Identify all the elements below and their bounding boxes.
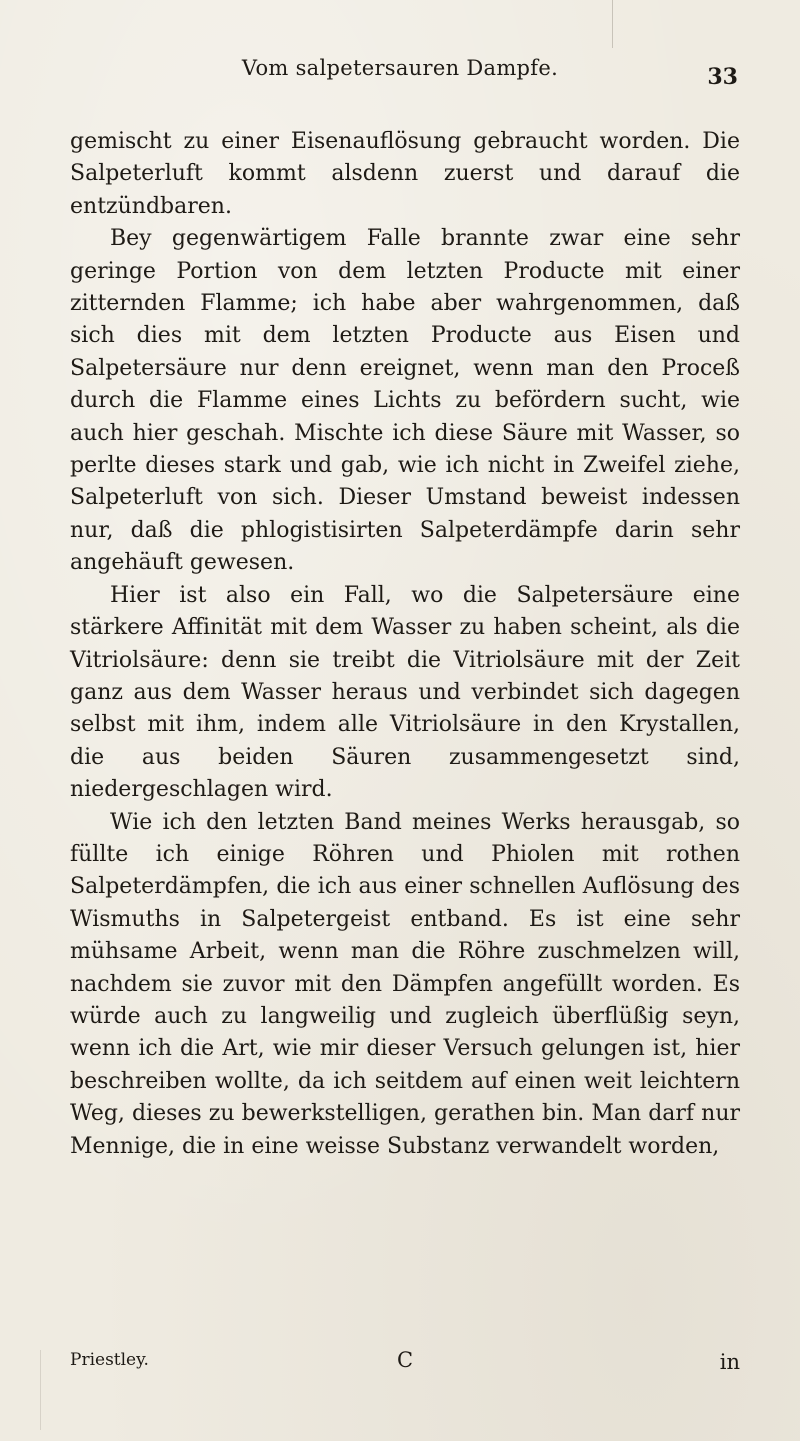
page-number: 33 <box>707 64 738 90</box>
sheet-signature-mark: C <box>396 1348 414 1372</box>
paper-crease <box>40 1350 41 1430</box>
body-text <box>70 126 740 1163</box>
paragraph: gemischt zu einer Eisenauflösung gebraucht worden. Die Salpeterluft kommt alsdenn zuerst und darauf die entzündbaren. <box>70 129 740 219</box>
printer-signature: Priestley. <box>70 1350 149 1370</box>
paper-crease <box>612 0 613 48</box>
paragraph: Wie ich den letzten Band meines Werks herausgab, so füllte ich einige Röhren und Phiolen mit rothen Salpeterdämpfen, die ich aus einer schnellen Auflösung des Wismuths in Salpetergeist entband. Es ist eine sehr mühsame Arbeit, wenn man die Röhre zuschmelzen will, nachdem sie zuvor mit den Dämpfen angefüllt worden. Es würde auch zu langweilig und zugleich überflüßig seyn, wenn ich die Art, wie mir dieser Versuch gelungen ist, hier beschreiben wollte, da ich seitdem auf einen weit leichtern Weg, dieses zu bewerkstelligen, gerathen bin. Man darf nur Mennige, die in eine weisse Substanz verwandelt worden, <box>70 809 740 1159</box>
running-head <box>0 56 800 90</box>
page-footer <box>70 1350 740 1378</box>
catchword: in <box>719 1350 740 1374</box>
running-title: Vom salpetersauren Dampfe. <box>241 56 559 80</box>
paragraph: Bey gegenwärtigem Falle brannte zwar eine sehr geringe Portion von dem letzten Producte mit einer zitternden Flamme; ich habe aber wahrgenommen, daß sich dies mit dem letzten Producte aus Eisen und Salpetersäure nur denn ereignet, wenn man den Proceß durch die Flamme eines Lichts zu befördern sucht, wie auch hier geschah. Mischte ich diese Säure mit Wasser, so perlte dieses stark und gab, wie ich nicht in Zweifel ziehe, Salpeterluft von sich. Dieser Umstand beweist indessen nur, daß die phlogistisirten Salpeterdämpfe darin sehr angehäuft gewesen. <box>70 226 740 576</box>
paragraph: Hier ist also ein Fall, wo die Salpetersäure eine stärkere Affinität mit dem Wasser zu haben scheint, als die Vitriolsäure: denn sie treibt die Vitriolsäure mit der Zeit ganz aus dem Wasser heraus und verbindet sich dagegen selbst mit ihm, indem alle Vitriolsäure in den Krystallen, die aus beiden Säuren zusammengesetzt sind, niedergeschlagen wird. <box>70 582 740 803</box>
